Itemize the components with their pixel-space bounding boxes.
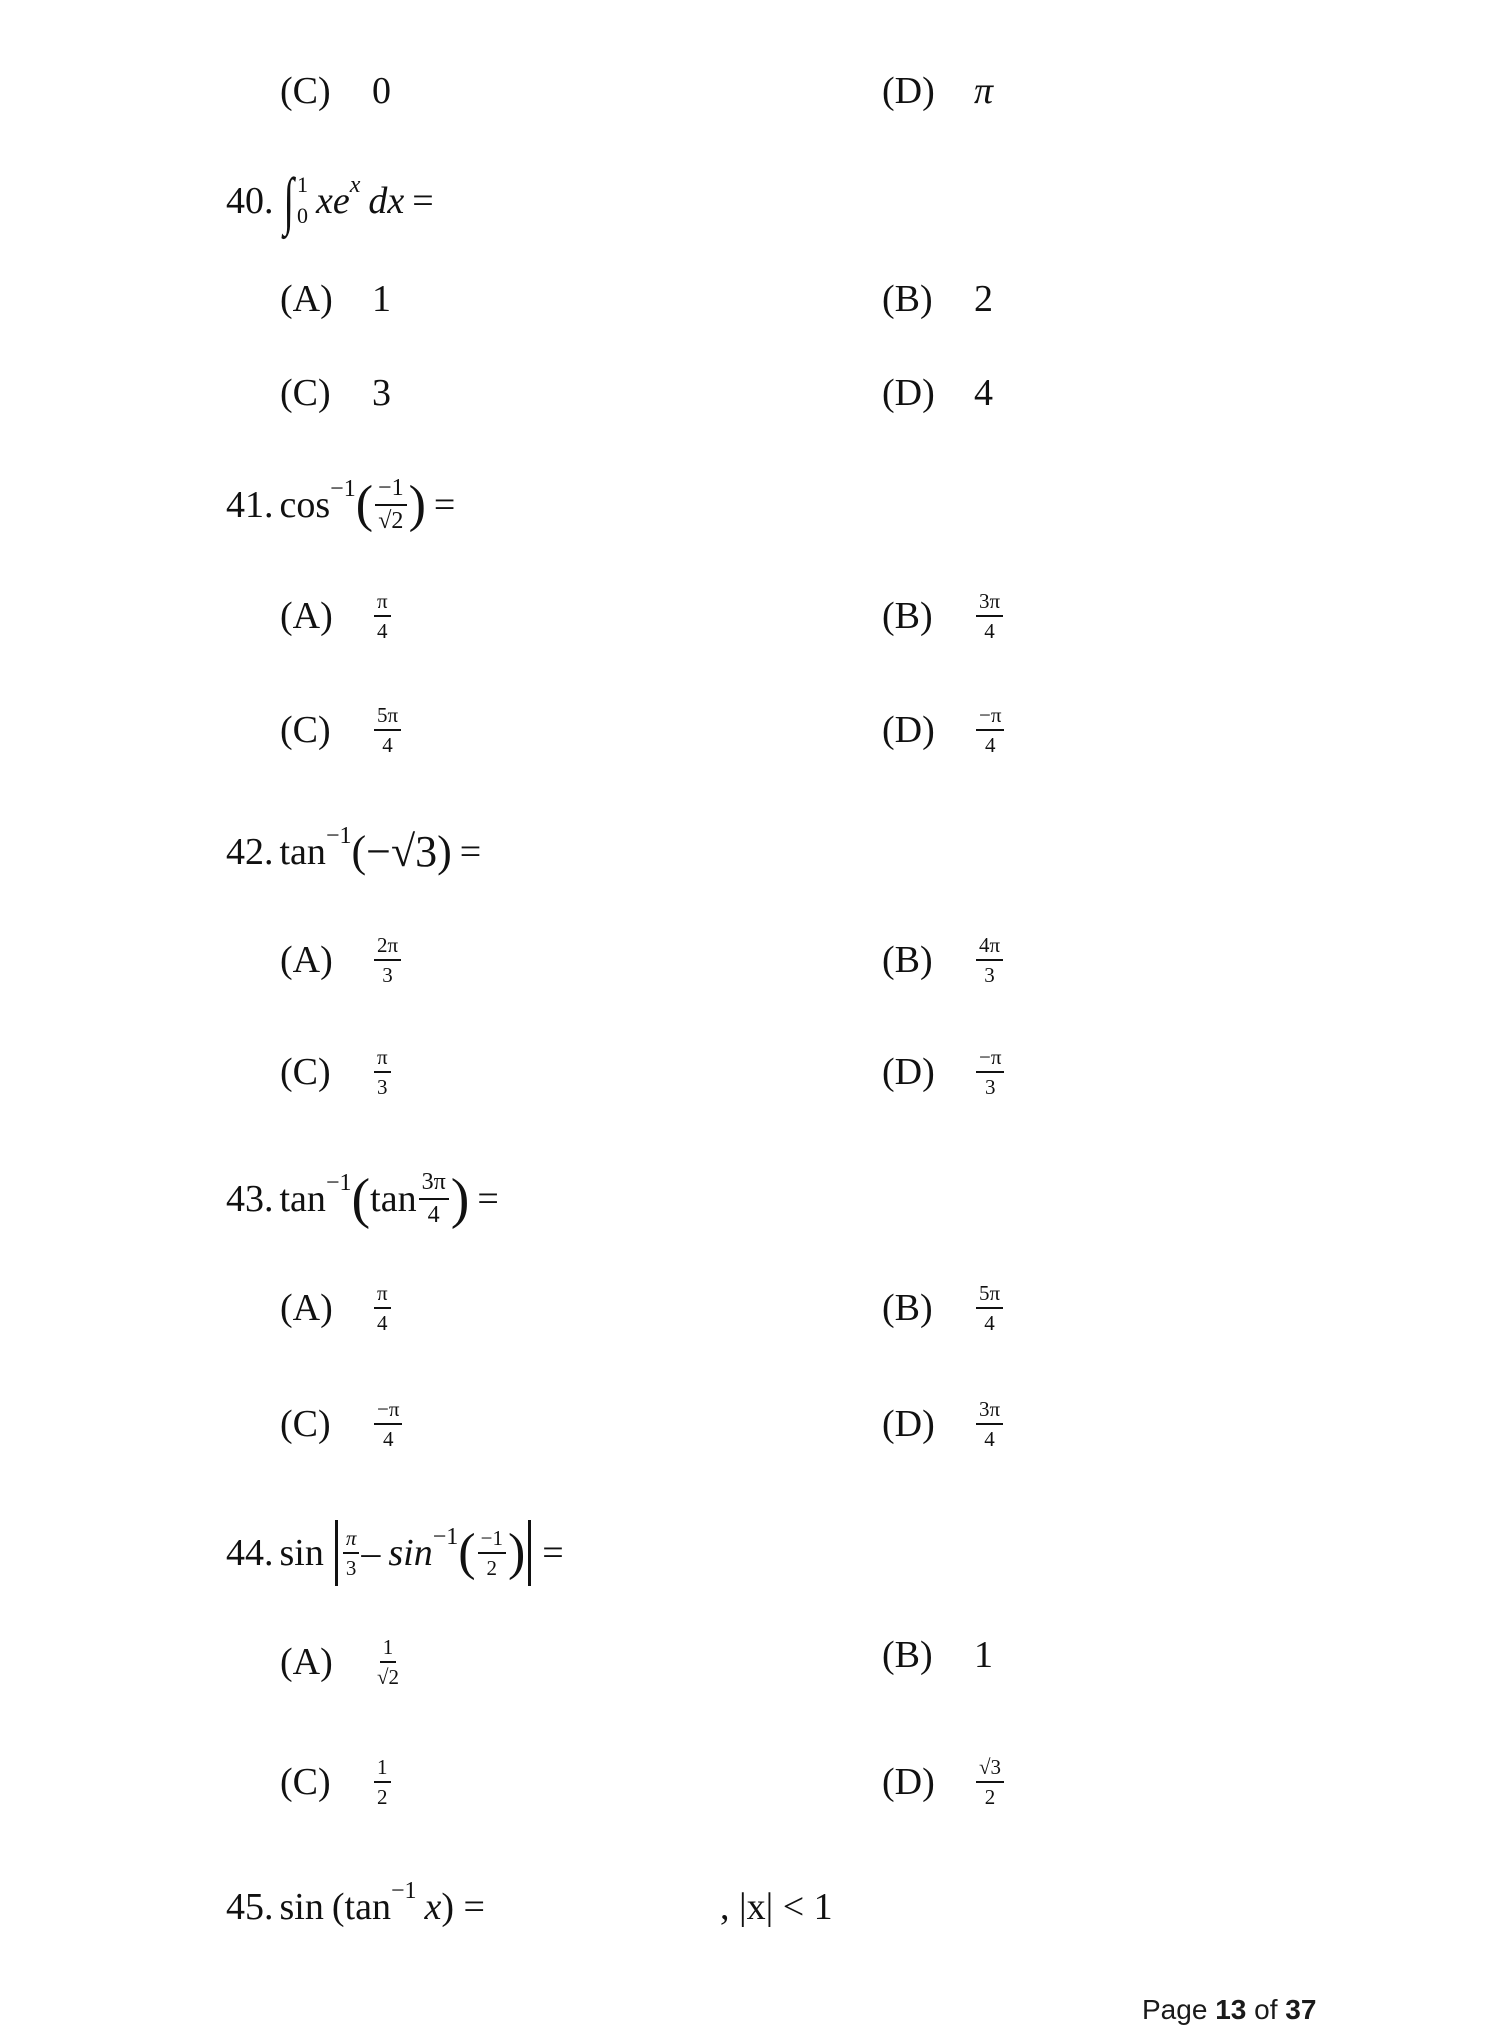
option-value: 1 (372, 278, 391, 320)
numerator: −1 (375, 476, 407, 506)
condition-text: , |x| < 1 (720, 1886, 833, 1928)
argument: (−√3) (351, 827, 452, 876)
option-label: (A) (280, 595, 333, 638)
q43-option-b (882, 1282, 1005, 1334)
fraction: $\frac{\pi}{3}$ (343, 1527, 360, 1579)
option-fraction: $\frac{\pi}{4}$ (374, 1282, 391, 1334)
question-43: 43. tan −1 ( tan $\frac{3\pi}{4}$ ) = (226, 1168, 499, 1231)
option-fraction: $\frac{5\pi}{4}$ (374, 704, 401, 756)
integral-sign: ∫ (283, 165, 294, 237)
inverse-exponent: −1 (325, 1170, 352, 1197)
page-total: 37 (1285, 1994, 1317, 2025)
question-number: 43. (226, 1178, 274, 1221)
q42-option-a (280, 934, 403, 986)
question-number: 41. (226, 484, 274, 527)
integrand: xe (316, 179, 350, 222)
function-name-2: sin (388, 1532, 433, 1574)
page-sep: of (1254, 1994, 1278, 2025)
question-number: 45. (226, 1886, 274, 1928)
lower-limit: 0 (297, 202, 309, 228)
q44-option-b (882, 1636, 993, 1674)
option-label: (C) (280, 372, 331, 414)
question-number: 42. (226, 831, 274, 873)
q41-option-c (280, 704, 403, 756)
option-label: (A) (280, 278, 333, 320)
q43-option-d (882, 1398, 1005, 1450)
equals: = (433, 484, 456, 527)
function-name-2: (tan (331, 1886, 391, 1928)
differential: dx (368, 179, 405, 222)
option-value: 0 (372, 70, 391, 112)
abs-bar-left (335, 1520, 338, 1586)
option-value: 4 (974, 372, 993, 414)
option-value: π (974, 70, 994, 112)
inverse-exponent: −1 (432, 1524, 459, 1550)
option-label: (D) (882, 70, 935, 112)
option-value: 2 (974, 278, 993, 320)
inverse-exponent: −1 (330, 476, 356, 503)
q40-option-b (882, 280, 993, 318)
option-label: (B) (882, 1634, 933, 1676)
equals: = (542, 1532, 564, 1574)
q44-option-c (280, 1756, 393, 1808)
option-label: (B) (882, 595, 933, 638)
q41-option-d (882, 704, 1006, 756)
fraction-2: $\frac{-1}{2}$ (478, 1527, 506, 1579)
page-prefix: Page (1142, 1994, 1208, 2025)
question-45-condition (720, 1888, 833, 1926)
fraction (375, 476, 407, 534)
equals: = (477, 1178, 499, 1221)
option-fraction: $\frac{3\pi}{4}$ (976, 1398, 1003, 1450)
option-fraction: $\frac{\pi}{4}$ (374, 590, 391, 642)
close-equals: ) = (441, 1886, 485, 1928)
option-label: (D) (882, 1761, 935, 1804)
upper-limit: 1 (297, 172, 309, 197)
option-fraction: $\frac{1}{2}$ (374, 1756, 391, 1808)
inverse-exponent: −1 (390, 1878, 417, 1904)
option-label: (C) (280, 709, 331, 752)
option-fraction: $\frac{-\pi}{3}$ (976, 1046, 1004, 1098)
option-label: (C) (280, 1051, 331, 1094)
option-label: (A) (280, 1641, 333, 1684)
option-fraction: $\frac{√3}{2}$ (976, 1756, 1004, 1808)
variable: x (424, 1886, 442, 1928)
inner-function: tan (370, 1178, 417, 1221)
option-fraction: $\frac{\pi}{3}$ (374, 1046, 391, 1098)
exponent: x (349, 171, 361, 198)
page-current: 13 (1215, 1994, 1247, 2025)
question-40 (226, 165, 434, 237)
prev-option-c (280, 72, 391, 110)
option-label: (D) (882, 1051, 935, 1094)
option-label: (C) (280, 1761, 331, 1804)
option-label: (D) (882, 1403, 935, 1446)
option-label: (C) (280, 70, 331, 112)
function-name: tan (279, 831, 326, 873)
option-label: (D) (882, 372, 935, 414)
page-footer (1142, 1994, 1316, 2026)
q41-option-b (882, 590, 1005, 642)
denominator: √2 (378, 508, 404, 535)
question-number: 40. (226, 179, 274, 222)
q43-option-a (280, 1282, 393, 1334)
q41-option-a (280, 590, 393, 642)
option-label: (A) (280, 1287, 333, 1330)
q42-option-c (280, 1046, 393, 1098)
function-name: tan (279, 1178, 326, 1221)
integral-limits (297, 170, 308, 232)
prev-option-d (882, 72, 993, 110)
q40-option-a (280, 280, 391, 318)
option-label: (C) (280, 1403, 331, 1446)
option-label: (B) (882, 278, 933, 320)
question-41: 41. cos −1 ( $\frac{-1}{√2}$ ) = (226, 475, 456, 535)
question-number: 44. (226, 1532, 274, 1574)
option-value: 1 (974, 1634, 993, 1676)
q42-option-b (882, 934, 1005, 986)
option-value: 3 (372, 372, 391, 414)
option-fraction: $\frac{-\pi}{4}$ (976, 704, 1004, 756)
question-45 (226, 1878, 485, 1928)
equals: = (459, 831, 482, 873)
option-label: (B) (882, 939, 933, 982)
q44-option-d (882, 1756, 1006, 1808)
option-fraction: $\frac{5\pi}{4}$ (976, 1282, 1003, 1334)
option-label: (A) (280, 939, 333, 982)
fraction (419, 1170, 449, 1228)
q40-option-c (280, 374, 391, 412)
minus: – (361, 1532, 381, 1574)
denominator: 4 (427, 1202, 440, 1229)
option-label: (D) (882, 709, 935, 752)
equals: = (412, 179, 434, 222)
question-44: 44. sin $\frac{\pi}{3}$ – sin −1 ( $\frac{-1}{2}$ ) = (226, 1520, 564, 1586)
question-42 (226, 823, 482, 876)
option-fraction: $\frac{1}{√2}$ (377, 1635, 400, 1690)
q43-option-c (280, 1398, 404, 1450)
option-fraction: $\frac{-\pi}{4}$ (374, 1398, 402, 1450)
option-label: (B) (882, 1287, 933, 1330)
function-name: sin (279, 1886, 324, 1928)
q44-option-a (280, 1636, 404, 1688)
function-name: sin (279, 1532, 324, 1574)
option-fraction: $\frac{2\pi}{3}$ (374, 934, 401, 986)
q42-option-d (882, 1046, 1006, 1098)
function-name: cos (279, 484, 331, 527)
option-fraction: $\frac{4\pi}{3}$ (976, 934, 1003, 986)
abs-bar-right (528, 1520, 531, 1586)
inverse-exponent: −1 (325, 823, 352, 849)
q40-option-d (882, 374, 993, 412)
option-fraction: $\frac{3\pi}{4}$ (976, 590, 1003, 642)
numerator: 3π (419, 1170, 449, 1200)
